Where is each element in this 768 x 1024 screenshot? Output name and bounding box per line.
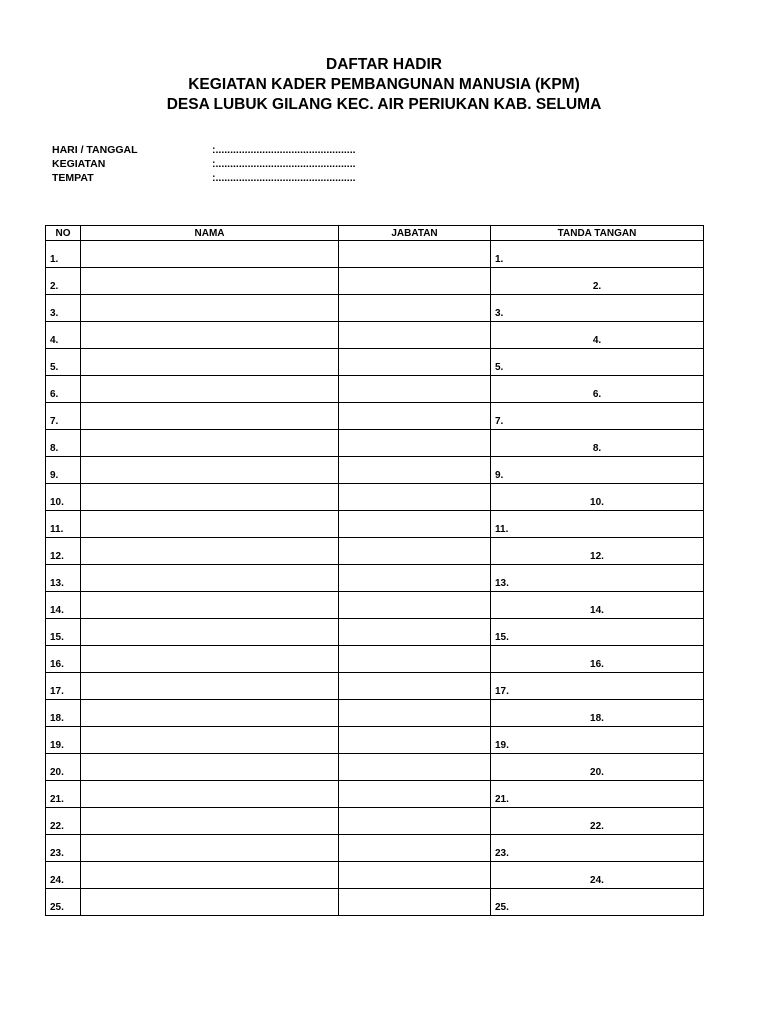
signature-cell[interactable]: 19. [491, 727, 704, 754]
title-line-3: DESA LUBUK GILANG KEC. AIR PERIUKAN KAB. SELUMA [166, 96, 602, 113]
table-row [46, 241, 704, 268]
row-number: 5. [46, 349, 81, 376]
header-nama: NAMA [81, 226, 339, 241]
position-cell[interactable] [339, 592, 491, 619]
table-row [46, 565, 704, 592]
signature-cell[interactable]: 15. [491, 619, 704, 646]
table-row [46, 889, 704, 916]
name-cell[interactable] [81, 781, 339, 808]
row-number: 15. [46, 619, 81, 646]
attendance-table [45, 225, 704, 916]
table-row [46, 646, 704, 673]
position-cell[interactable] [339, 403, 491, 430]
table-row [46, 673, 704, 700]
position-cell[interactable] [339, 889, 491, 916]
header-tanda-tangan: TANDA TANGAN [491, 226, 704, 241]
signature-cell[interactable]: 7. [491, 403, 704, 430]
name-cell[interactable] [81, 268, 339, 295]
position-cell[interactable] [339, 430, 491, 457]
signature-cell[interactable]: 25. [491, 889, 704, 916]
info-value: :................................................ [212, 172, 356, 184]
signature-cell[interactable]: 9. [491, 457, 704, 484]
info-label: TEMPAT [52, 172, 94, 184]
signature-cell[interactable]: 22. [491, 808, 704, 835]
name-cell[interactable] [81, 241, 339, 268]
table-row [46, 538, 704, 565]
position-cell[interactable] [339, 700, 491, 727]
table-row [46, 349, 704, 376]
info-value: :................................................ [212, 144, 356, 156]
signature-cell[interactable]: 1. [491, 241, 704, 268]
row-number: 14. [46, 592, 81, 619]
name-cell[interactable] [81, 430, 339, 457]
signature-cell[interactable]: 17. [491, 673, 704, 700]
header-jabatan: JABATAN [339, 226, 491, 241]
signature-cell[interactable]: 23. [491, 835, 704, 862]
row-number: 19. [46, 727, 81, 754]
row-number: 4. [46, 322, 81, 349]
signature-cell[interactable]: 12. [491, 538, 704, 565]
table-row [46, 511, 704, 538]
position-cell[interactable] [339, 457, 491, 484]
row-number: 11. [46, 511, 81, 538]
table-row [46, 619, 704, 646]
name-cell[interactable] [81, 295, 339, 322]
position-cell[interactable] [339, 727, 491, 754]
table-row [46, 808, 704, 835]
position-cell[interactable] [339, 673, 491, 700]
row-number: 16. [46, 646, 81, 673]
position-cell[interactable] [339, 565, 491, 592]
signature-cell[interactable]: 2. [491, 268, 704, 295]
info-row-date [52, 143, 356, 157]
name-cell[interactable] [81, 484, 339, 511]
position-cell[interactable] [339, 511, 491, 538]
table-row [46, 376, 704, 403]
position-cell[interactable] [339, 241, 491, 268]
table-header-row [46, 226, 704, 241]
name-cell[interactable] [81, 754, 339, 781]
info-row-place [52, 171, 356, 185]
name-cell[interactable] [81, 673, 339, 700]
name-cell[interactable] [81, 403, 339, 430]
table-row [46, 835, 704, 862]
info-label: KEGIATAN [52, 158, 106, 170]
position-cell[interactable] [339, 484, 491, 511]
table-row [46, 727, 704, 754]
position-cell[interactable] [339, 781, 491, 808]
signature-cell[interactable]: 18. [491, 700, 704, 727]
header-no: NO [46, 226, 81, 241]
info-label: HARI / TANGGAL [52, 144, 138, 156]
name-cell[interactable] [81, 592, 339, 619]
signature-cell[interactable]: 8. [491, 430, 704, 457]
table-row [46, 700, 704, 727]
signature-cell[interactable]: 14. [491, 592, 704, 619]
signature-cell[interactable]: 10. [491, 484, 704, 511]
row-number: 13. [46, 565, 81, 592]
row-number: 20. [46, 754, 81, 781]
row-number: 1. [46, 241, 81, 268]
row-number: 7. [46, 403, 81, 430]
row-number: 21. [46, 781, 81, 808]
row-number: 10. [46, 484, 81, 511]
row-number: 2. [46, 268, 81, 295]
table-row [46, 457, 704, 484]
name-cell[interactable] [81, 727, 339, 754]
table-row [46, 592, 704, 619]
row-number: 9. [46, 457, 81, 484]
signature-cell[interactable]: 3. [491, 295, 704, 322]
name-cell[interactable] [81, 889, 339, 916]
row-number: 6. [46, 376, 81, 403]
position-cell[interactable] [339, 808, 491, 835]
document-title [0, 55, 768, 115]
table-row [46, 322, 704, 349]
row-number: 12. [46, 538, 81, 565]
info-block [52, 143, 356, 185]
name-cell[interactable] [81, 349, 339, 376]
title-line-1: DAFTAR HADIR [326, 56, 442, 73]
name-cell[interactable] [81, 376, 339, 403]
info-value: :................................................ [212, 158, 356, 170]
table-row [46, 862, 704, 889]
table-row [46, 754, 704, 781]
table-row [46, 781, 704, 808]
title-line-2: KEGIATAN KADER PEMBANGUNAN MANUSIA (KPM) [188, 76, 580, 93]
position-cell[interactable] [339, 646, 491, 673]
row-number: 25. [46, 889, 81, 916]
name-cell[interactable] [81, 511, 339, 538]
table-row [46, 295, 704, 322]
position-cell[interactable] [339, 268, 491, 295]
position-cell[interactable] [339, 376, 491, 403]
name-cell[interactable] [81, 565, 339, 592]
signature-cell[interactable]: 5. [491, 349, 704, 376]
table-row [46, 403, 704, 430]
position-cell[interactable] [339, 349, 491, 376]
signature-cell[interactable]: 24. [491, 862, 704, 889]
row-number: 17. [46, 673, 81, 700]
table-row [46, 484, 704, 511]
table-body [46, 241, 704, 916]
position-cell[interactable] [339, 835, 491, 862]
name-cell[interactable] [81, 619, 339, 646]
name-cell[interactable] [81, 835, 339, 862]
position-cell[interactable] [339, 295, 491, 322]
table-row [46, 430, 704, 457]
signature-cell[interactable]: 21. [491, 781, 704, 808]
position-cell[interactable] [339, 619, 491, 646]
row-number: 24. [46, 862, 81, 889]
row-number: 23. [46, 835, 81, 862]
signature-cell[interactable]: 16. [491, 646, 704, 673]
name-cell[interactable] [81, 322, 339, 349]
signature-cell[interactable]: 11. [491, 511, 704, 538]
name-cell[interactable] [81, 862, 339, 889]
name-cell[interactable] [81, 700, 339, 727]
name-cell[interactable] [81, 457, 339, 484]
table-row [46, 268, 704, 295]
info-row-activity [52, 157, 356, 171]
signature-cell[interactable]: 6. [491, 376, 704, 403]
row-number: 3. [46, 295, 81, 322]
row-number: 8. [46, 430, 81, 457]
signature-cell[interactable]: 20. [491, 754, 704, 781]
signature-cell[interactable]: 13. [491, 565, 704, 592]
position-cell[interactable] [339, 538, 491, 565]
name-cell[interactable] [81, 646, 339, 673]
name-cell[interactable] [81, 808, 339, 835]
row-number: 22. [46, 808, 81, 835]
name-cell[interactable] [81, 538, 339, 565]
signature-cell[interactable]: 4. [491, 322, 704, 349]
position-cell[interactable] [339, 322, 491, 349]
position-cell[interactable] [339, 754, 491, 781]
row-number: 18. [46, 700, 81, 727]
position-cell[interactable] [339, 862, 491, 889]
